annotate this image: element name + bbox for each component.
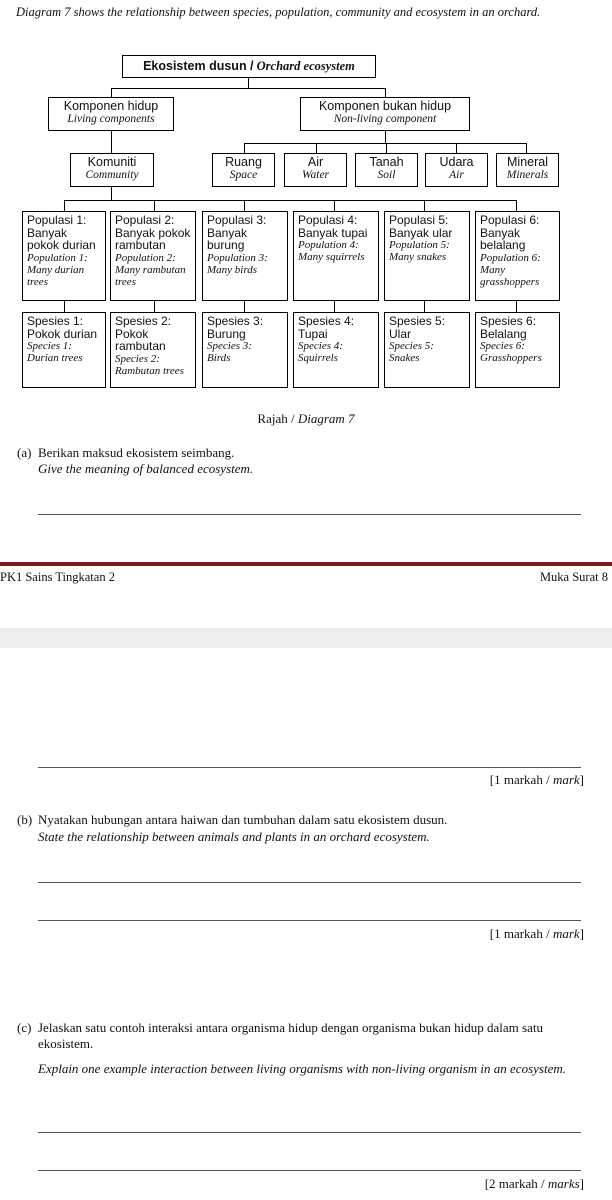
- species-3-box: [202, 312, 288, 388]
- species-2-en-label: Species 2:: [115, 352, 160, 365]
- species-1-ms-label: Spesies 1:: [27, 314, 84, 328]
- species-6-en-label: Species 6:: [480, 340, 525, 352]
- intro-text: Diagram 7 shows the relationship between species, population, community and ecosystem in an orchard.: [16, 5, 541, 19]
- population-3-ms-text: Banyak burung: [207, 225, 248, 252]
- population-6-ms-label: Populasi 6:: [480, 213, 540, 227]
- population-3-box: [202, 211, 288, 301]
- population-2-ms-label: Populasi 2:: [115, 213, 175, 227]
- diagram-title-box: [122, 55, 376, 78]
- species-6-box: [475, 312, 560, 388]
- species-2-box: [110, 312, 196, 388]
- abiotic-minerals-box: [496, 153, 559, 187]
- community-ms: Komuniti: [87, 155, 137, 169]
- mark-c-en: marks: [547, 1176, 580, 1191]
- living-components-box: [48, 97, 174, 131]
- abiotic-water-en: Water: [301, 169, 330, 181]
- species-6-ms-label: Spesies 6:: [480, 314, 537, 328]
- population-1-ms-text: Banyak pokok durian: [27, 225, 96, 252]
- species-3-ms-text: Burung: [207, 326, 246, 341]
- mark-a: [490, 772, 584, 788]
- question-b-label: (b): [17, 812, 33, 827]
- mark-b-en: mark: [552, 926, 580, 941]
- population-6-en-text: Many grasshoppers: [480, 263, 540, 288]
- abiotic-minerals-ms: Mineral: [507, 155, 548, 169]
- diagram-title-en: Orchard ecosystem: [256, 59, 355, 73]
- population-2-box: [110, 211, 196, 301]
- mark-c-ms: [2 markah /: [484, 1176, 545, 1191]
- species-3-ms-label: Spesies 3:: [207, 314, 264, 328]
- abiotic-air-box: [425, 153, 488, 187]
- population-4-ms-label: Populasi 4:: [298, 213, 358, 227]
- answer-line-a1[interactable]: [38, 514, 581, 515]
- species-5-box: [384, 312, 470, 388]
- living-ms: Komponen hidup: [63, 99, 159, 113]
- population-6-en-label: Population 6:: [480, 251, 541, 264]
- species-4-en-label: Species 4:: [298, 340, 343, 352]
- abiotic-soil-box: [355, 153, 418, 187]
- page-gap: [0, 628, 612, 648]
- species-1-box: [22, 312, 106, 388]
- population-1-en-label: Population 1:: [27, 251, 88, 264]
- abiotic-water-ms: Air: [307, 155, 324, 169]
- mark-b: [490, 926, 584, 942]
- footer-left: PK1 Sains Tingkatan 2: [0, 570, 115, 584]
- population-2-en-label: Population 2:: [115, 251, 176, 264]
- abiotic-space-box: [212, 153, 275, 187]
- species-2-en-text: Rambutan trees: [115, 364, 184, 377]
- species-6-en-text: Grasshoppers: [480, 352, 542, 364]
- abiotic-air-en: Air: [449, 169, 464, 181]
- answer-line-c2[interactable]: [38, 1170, 581, 1171]
- mark-b-ms: [1 markah /: [489, 926, 550, 941]
- nonliving-ms: Komponen bukan hidup: [318, 99, 452, 113]
- mark-a-ms: [1 markah /: [489, 772, 550, 787]
- nonliving-components-box: [300, 97, 470, 131]
- species-2-ms-label: Spesies 2:: [115, 314, 172, 328]
- population-4-en-text: Many squirrels: [298, 251, 365, 263]
- answer-line-c1[interactable]: [38, 1132, 581, 1133]
- question-c-en: Explain one example interaction between living organisms with non-living organism in an ecosystem.: [38, 1061, 566, 1076]
- question-c-label: (c): [17, 1020, 32, 1035]
- abiotic-soil-en: Soil: [377, 169, 396, 181]
- population-2-en-text: Many rambutan trees: [115, 263, 186, 288]
- species-1-en-label: Species 1:: [27, 340, 72, 352]
- species-6-ms-text: Belalang: [480, 326, 527, 341]
- population-4-en-label: Population 4:: [298, 239, 359, 251]
- diagram-title-ms: Ekosistem dusun /: [143, 59, 254, 73]
- population-5-box: [384, 211, 470, 301]
- abiotic-soil-ms: Tanah: [369, 155, 404, 169]
- population-6-ms-text: Banyak belalang: [480, 225, 526, 252]
- mark-b-close: ]: [579, 926, 584, 941]
- population-2-ms-text: Banyak pokok rambutan: [115, 225, 191, 252]
- population-5-en-label: Population 5:: [389, 239, 450, 251]
- diagram-caption: [0, 411, 612, 427]
- caption-ms: Rajah /: [257, 411, 295, 426]
- question-a-label: (a): [17, 445, 32, 460]
- community-en: Community: [85, 169, 139, 181]
- answer-line-b2[interactable]: [38, 920, 581, 921]
- abiotic-minerals-en: Minerals: [506, 169, 549, 181]
- abiotic-water-box: [284, 153, 347, 187]
- species-5-en-text: Snakes: [389, 352, 420, 364]
- population-5-ms-label: Populasi 5:: [389, 213, 449, 227]
- species-5-ms-text: Ular: [389, 326, 412, 341]
- species-2-ms-text: Pokok rambutan: [115, 326, 166, 353]
- living-en: Living components: [67, 113, 155, 125]
- nonliving-en: Non-living component: [333, 113, 437, 125]
- footer-right: Muka Surat 8: [539, 570, 608, 584]
- answer-line-a2[interactable]: [38, 767, 581, 768]
- species-1-en-text: Durian trees: [27, 352, 83, 364]
- question-a-ms: Berikan maksud ekosistem seimbang.: [38, 445, 235, 460]
- species-1-ms-text: Pokok durian: [27, 326, 98, 341]
- population-4-ms-text: Banyak tupai: [298, 225, 368, 240]
- population-4-box: [293, 211, 379, 301]
- species-4-ms-text: Tupai: [298, 326, 328, 341]
- population-6-box: [475, 211, 560, 301]
- abiotic-air-ms: Udara: [439, 155, 474, 169]
- population-3-ms-label: Populasi 3:: [207, 213, 267, 227]
- species-4-box: [293, 312, 379, 388]
- mark-a-en: mark: [552, 772, 580, 787]
- mark-c-close: ]: [579, 1176, 584, 1191]
- mark-c: [485, 1176, 584, 1192]
- population-5-ms-text: Banyak ular: [389, 225, 453, 240]
- species-3-en-label: Species 3:: [207, 340, 252, 352]
- caption-en: Diagram 7: [297, 411, 355, 426]
- footer-bar: [0, 562, 612, 566]
- community-box: [70, 153, 154, 187]
- species-5-en-label: Species 5:: [389, 340, 434, 352]
- answer-line-b1[interactable]: [38, 882, 581, 883]
- species-5-ms-label: Spesies 5:: [389, 314, 446, 328]
- population-1-box: [22, 211, 106, 301]
- question-b-ms: Nyatakan hubungan antara haiwan dan tumbuhan dalam satu ekosistem dusun.: [38, 812, 448, 827]
- species-3-en-text: Birds: [207, 352, 231, 364]
- species-4-en-text: Squirrels: [298, 352, 338, 364]
- population-3-en-label: Population 3:: [207, 251, 268, 264]
- species-4-ms-label: Spesies 4:: [298, 314, 355, 328]
- question-c-ms: Jelaskan satu contoh interaksi antara organisma hidup dengan organisma bukan hidup dalam satu ekosistem.: [38, 1020, 543, 1051]
- population-1-en-text: Many durian trees: [27, 263, 85, 288]
- population-3-en-text: Many birds: [207, 263, 258, 276]
- mark-a-close: ]: [579, 772, 584, 787]
- abiotic-space-ms: Ruang: [225, 155, 262, 169]
- population-1-ms-label: Populasi 1:: [27, 213, 87, 227]
- population-5-en-text: Many snakes: [389, 251, 447, 263]
- abiotic-space-en: Space: [229, 169, 258, 181]
- question-a-en: Give the meaning of balanced ecosystem.: [38, 461, 254, 476]
- question-b-en: State the relationship between animals and plants in an orchard ecosystem.: [38, 829, 430, 844]
